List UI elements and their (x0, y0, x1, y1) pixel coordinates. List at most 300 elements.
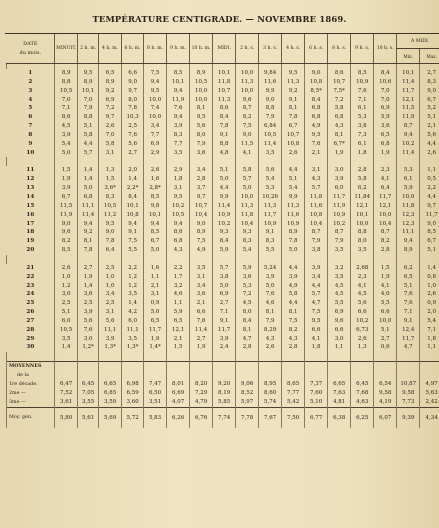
gap-cell (305, 255, 328, 264)
value-cell: 9,7 (99, 113, 122, 122)
value-cell: 2,6 (282, 149, 305, 158)
value-cell: 5,5 (374, 299, 397, 308)
day-cell: 21 (26, 264, 35, 271)
value-cell: 7,8 (99, 237, 122, 246)
value-cell: 8,1 (282, 104, 305, 113)
value-cell: 5,6 (259, 166, 282, 175)
value-cell: 12,1 (397, 96, 420, 105)
value-cell: 2,7 (420, 69, 439, 78)
day-cell: 7 (28, 123, 33, 130)
value-cell: 3,8 (305, 246, 328, 255)
value-cell: 9,0 (190, 220, 213, 229)
value-cell: 11,9 (55, 211, 78, 220)
value-cell: 10,9 (282, 220, 305, 229)
value-cell: 6,7 (420, 237, 439, 246)
value-cell: 10,0 (144, 113, 167, 122)
value-cell: 9,5 (282, 69, 305, 78)
average-cell: 7,73 (397, 398, 420, 408)
value-cell: 7,6 (397, 299, 420, 308)
value-cell: 7,5 (144, 69, 167, 78)
header-min: Min. (397, 49, 420, 64)
value-cell: 11,4 (397, 149, 420, 158)
value-cell: 4,3 (282, 335, 305, 344)
value-cell: 3,9 (213, 335, 236, 344)
blank-cell (78, 352, 99, 362)
value-cell: 12,3 (397, 211, 420, 220)
value-cell: 1,8 (305, 343, 328, 352)
header-hour: 9 h. m. (167, 34, 190, 64)
general-average-cell: 5,69 (99, 408, 122, 429)
value-cell: 3,4 (99, 290, 122, 299)
table-row (7, 290, 439, 299)
value-cell: 8,2 (282, 326, 305, 335)
day-cell: 28 (26, 326, 35, 333)
value-cell: 3,8 (213, 273, 236, 282)
header-hour: 4 h. s. (282, 34, 305, 64)
avg-empty-cell (213, 371, 236, 380)
value-cell: 7,1 (55, 104, 78, 113)
table-row (7, 335, 439, 344)
gap-cell (99, 255, 122, 264)
value-cell: 3,2 (167, 282, 190, 291)
gap-cell (328, 157, 351, 166)
gap-cell (374, 157, 397, 166)
value-cell: 10,0 (374, 317, 397, 326)
value-cell: 3,6* (99, 184, 122, 193)
value-cell: 5,9 (397, 184, 420, 193)
value-cell: 10,0 (190, 96, 213, 105)
value-cell: 5,7 (78, 149, 99, 158)
value-cell: 10,2 (328, 220, 351, 229)
value-cell: 1,0 (420, 282, 439, 291)
value-cell: 11,7 (144, 326, 167, 335)
value-cell: 3,4 (144, 122, 167, 131)
value-cell: 3,5 (55, 335, 78, 344)
value-cell: 4,5 (328, 290, 351, 299)
value-cell: 2,8 (351, 166, 374, 175)
average-cell: 7,52 (55, 389, 78, 398)
value-cell: 3,9 (167, 122, 190, 131)
table-row (7, 104, 439, 113)
value-cell: 4,1 (351, 282, 374, 291)
value-cell: 10,7 (190, 202, 213, 211)
value-cell: 9,84 (259, 69, 282, 78)
value-cell: 5,1 (55, 308, 78, 317)
value-cell: 5,7 (213, 264, 236, 273)
average-cell: 4,79 (190, 398, 213, 408)
value-cell: 5,9 (167, 308, 190, 317)
value-cell: 9,7 (122, 87, 144, 96)
avg-empty-cell (259, 371, 282, 380)
value-cell: 2,2 (167, 264, 190, 273)
value-cell: 7,6 (351, 87, 374, 96)
value-cell: 1,7 (167, 273, 190, 282)
value-cell: 1,9 (55, 175, 78, 184)
day-cell: 12 (26, 176, 35, 183)
value-cell: 10,8 (305, 211, 328, 220)
table-row (7, 220, 439, 229)
value-cell: 3,1 (99, 308, 122, 317)
value-cell: 1,5 (167, 343, 190, 352)
value-cell: 6,9 (328, 308, 351, 317)
value-cell: 5,0 (282, 246, 305, 255)
value-cell: 1,0 (55, 273, 78, 282)
value-cell: 8,4 (213, 237, 236, 246)
value-cell: 3,1 (190, 273, 213, 282)
value-cell: 8,3 (167, 131, 190, 140)
value-cell: 11,84 (351, 193, 374, 202)
value-cell: 2,1 (144, 282, 167, 291)
value-cell: 1,2 (55, 282, 78, 291)
value-cell: 7,1 (213, 308, 236, 317)
value-cell: 2,7 (374, 335, 397, 344)
value-cell: 4,4 (282, 264, 305, 273)
value-cell: 5,5 (328, 299, 351, 308)
value-cell: 5,8 (282, 290, 305, 299)
value-cell: 4,1 (374, 282, 397, 291)
value-cell: 11,6 (305, 202, 328, 211)
value-cell: 6,1 (397, 175, 420, 184)
value-cell: 11,8 (236, 211, 259, 220)
average-cell: 7,77 (282, 389, 305, 398)
table-row (7, 193, 439, 202)
day-cell: 3 (28, 87, 33, 94)
value-cell: 2,6 (351, 335, 374, 344)
value-cell: 10,6 (374, 78, 397, 87)
blank-cell (259, 352, 282, 362)
value-cell: 6,9 (99, 96, 122, 105)
value-cell: 12,3 (397, 220, 420, 229)
value-cell: 3,4 (190, 166, 213, 175)
day-cell: 30 (26, 344, 35, 351)
value-cell: 6,7* (328, 140, 351, 149)
blank-cell (190, 352, 213, 362)
value-cell: 10,2 (397, 140, 420, 149)
table-row (7, 122, 439, 131)
value-cell: 9,6 (55, 228, 78, 237)
value-cell: 7,0 (374, 87, 397, 96)
value-cell: 1,2 (122, 273, 144, 282)
value-cell: 2,5 (99, 264, 122, 273)
value-cell: 3,5 (259, 149, 282, 158)
value-cell: 5,4 (236, 246, 259, 255)
value-cell: 4,4 (213, 184, 236, 193)
blank-cell (55, 352, 78, 362)
value-cell: 0,9 (144, 299, 167, 308)
value-cell: 1,9 (328, 149, 351, 158)
value-cell: 10,0 (374, 211, 397, 220)
table-row (7, 308, 439, 317)
value-cell: 2,6 (99, 122, 122, 131)
day-cell: 19 (26, 238, 35, 245)
value-cell: 9,2 (99, 87, 122, 96)
value-cell: 9,5 (144, 87, 167, 96)
value-cell: 4,9 (282, 282, 305, 291)
value-cell: 5,7 (305, 290, 328, 299)
header-hour: 2 h. s. (236, 34, 259, 64)
table-row (7, 228, 439, 237)
value-cell: 6,9 (213, 290, 236, 299)
gap-cell (374, 255, 397, 264)
value-cell: 8,8 (351, 228, 374, 237)
value-cell: 2,2* (122, 184, 144, 193)
value-cell: 6,6 (190, 308, 213, 317)
average-cell: 5,10 (305, 398, 328, 408)
value-cell: 2,6 (144, 166, 167, 175)
blank-cell (420, 352, 439, 362)
value-cell: 8,8 (78, 113, 99, 122)
value-cell: 11,3 (259, 202, 282, 211)
value-cell: 6,84 (259, 122, 282, 131)
value-cell: 0,9 (420, 299, 439, 308)
value-cell: 2,1 (167, 335, 190, 344)
avg-empty-cell (351, 371, 374, 380)
value-cell: 9,0 (420, 220, 439, 229)
avg-empty-cell (351, 362, 374, 372)
value-cell: 6,5 (144, 317, 167, 326)
value-cell: 2,5 (78, 299, 99, 308)
value-cell: 7,8 (282, 237, 305, 246)
value-cell: 11,8 (305, 193, 328, 202)
value-cell: 9,1 (397, 317, 420, 326)
general-average-label: Moy. gén. (7, 408, 55, 429)
value-cell: 11,3 (236, 202, 259, 211)
average-cell: 7,05 (78, 389, 99, 398)
day-cell: 16 (26, 211, 35, 218)
table-row (7, 282, 439, 291)
value-cell: 9,4 (167, 87, 190, 96)
value-cell: 11,9 (328, 202, 351, 211)
day-cell: 29 (26, 335, 35, 342)
day-cell: 25 (26, 300, 35, 307)
value-cell: 9,6 (328, 317, 351, 326)
value-cell: 10,1 (144, 211, 167, 220)
gap-cell (190, 157, 213, 166)
average-cell: 5,85 (213, 398, 236, 408)
value-cell: 2,9 (144, 149, 167, 158)
value-cell: 2,5 (122, 122, 144, 131)
average-cell: 6,65 (99, 380, 122, 389)
value-cell: 6,0 (122, 317, 144, 326)
value-cell: 3,9 (55, 131, 78, 140)
value-cell: 5,1 (420, 113, 439, 122)
header-a-midi: A MIDI. (397, 34, 439, 49)
value-cell: 2,6 (55, 264, 78, 273)
value-cell: 10,0 (397, 193, 420, 202)
average-cell: 7,68 (351, 389, 374, 398)
table-row (7, 299, 439, 308)
header-hour: 6 h. m. (122, 34, 144, 64)
avg-empty-cell (236, 362, 259, 372)
value-cell: 3,9 (259, 273, 282, 282)
gap-cell (78, 157, 99, 166)
gap-cell (78, 255, 99, 264)
value-cell: 6,8 (78, 193, 99, 202)
value-cell: 2,6 (420, 149, 439, 158)
average-cell: 6,50 (144, 389, 167, 398)
value-cell: 7,9 (259, 113, 282, 122)
value-cell: 6,6 (351, 308, 374, 317)
value-cell: 10,1 (122, 202, 144, 211)
gap-cell (259, 255, 282, 264)
value-cell: 1,2* (78, 343, 99, 352)
value-cell: 8,7 (305, 228, 328, 237)
value-cell: 9,2 (78, 228, 99, 237)
value-cell: 1,5 (374, 264, 397, 273)
blank-cell (7, 352, 55, 362)
value-cell: 5,6 (99, 317, 122, 326)
value-cell: 2,0 (122, 166, 144, 175)
day-cell: 20 (26, 247, 35, 254)
average-cell: 6,45 (78, 380, 99, 389)
average-cell: 5,97 (236, 398, 259, 408)
value-cell: 7,1 (351, 96, 374, 105)
blank-cell (99, 352, 122, 362)
value-cell: 7,1 (420, 326, 439, 335)
avg-empty-cell (328, 362, 351, 372)
value-cell: 3,0 (55, 290, 78, 299)
average-cell: 9,20 (213, 380, 236, 389)
value-cell: 10,0 (236, 69, 259, 78)
value-cell: 1,4 (78, 166, 99, 175)
avg-empty-cell (144, 362, 167, 372)
average-cell: 3,60 (122, 398, 144, 408)
average-cell: 6,47 (55, 380, 78, 389)
value-cell: 8,7 (397, 122, 420, 131)
value-cell: 5,2 (420, 104, 439, 113)
value-cell: 3,0 (328, 335, 351, 344)
general-average-cell: 9,39 (397, 408, 420, 429)
value-cell: 9,3 (236, 228, 259, 237)
value-cell: 11,4 (397, 78, 420, 87)
value-cell: 0,6 (374, 343, 397, 352)
value-cell: 3,0 (328, 166, 351, 175)
gap-cell (282, 255, 305, 264)
value-cell: 6,9 (374, 104, 397, 113)
gap-cell (305, 157, 328, 166)
value-cell: 2,7 (78, 264, 99, 273)
value-cell: 8,6 (213, 104, 236, 113)
value-cell: 1,0 (99, 282, 122, 291)
value-cell: 5,6 (78, 317, 99, 326)
value-cell: 11,3 (213, 96, 236, 105)
value-cell: 10,1 (351, 211, 374, 220)
value-cell: 1,9 (190, 343, 213, 352)
moyennes-sub: de la (7, 371, 55, 380)
value-cell: 1,1 (420, 343, 439, 352)
value-cell: 10,5 (99, 202, 122, 211)
value-cell: 8,7 (236, 104, 259, 113)
avg-empty-cell (55, 362, 78, 372)
value-cell: 8,9 (397, 246, 420, 255)
average-cell: 3,51 (144, 398, 167, 408)
value-cell: 8,3 (420, 78, 439, 87)
avg-empty-cell (99, 362, 122, 372)
value-cell: 6,4 (99, 246, 122, 255)
day-cell: 14 (26, 193, 35, 200)
average-row (7, 380, 439, 389)
value-cell: 8,1 (282, 308, 305, 317)
table-row (7, 113, 439, 122)
value-cell: 5,8 (328, 104, 351, 113)
gap-cell (397, 255, 420, 264)
value-cell: 10,0 (144, 96, 167, 105)
value-cell: 2,0 (420, 308, 439, 317)
blank-cell (328, 352, 351, 362)
average-cell: 6,59 (122, 389, 144, 398)
value-cell: 8,9 (99, 78, 122, 87)
avg-empty-cell (420, 371, 439, 380)
value-cell: 5,1 (374, 326, 397, 335)
value-cell: 8,8 (259, 104, 282, 113)
value-cell: 10,7 (328, 78, 351, 87)
value-cell: 5,4 (282, 184, 305, 193)
value-cell: 4,6 (167, 290, 190, 299)
value-cell: 5,0 (144, 308, 167, 317)
value-cell: 8,3 (99, 193, 122, 202)
gap-cell (167, 157, 190, 166)
day-cell: 4 (28, 96, 33, 103)
average-cell: 8,01 (167, 380, 190, 389)
avg-empty-cell (282, 362, 305, 372)
value-cell: 7,9 (259, 317, 282, 326)
average-cell: 6,45 (351, 380, 374, 389)
value-cell: 9,9 (282, 193, 305, 202)
general-average-cell: 7,74 (213, 408, 236, 429)
value-cell: 6,6 (374, 308, 397, 317)
value-cell: 7,0 (78, 96, 99, 105)
value-cell: 10,9 (351, 78, 374, 87)
value-cell: 9,7 (190, 193, 213, 202)
value-cell: 6,1 (351, 104, 374, 113)
value-cell: 5,8 (351, 175, 374, 184)
value-cell: 6,8 (374, 140, 397, 149)
value-cell: 4,2 (122, 308, 144, 317)
value-cell: 10,5 (190, 78, 213, 87)
average-cell: 6,85 (99, 389, 122, 398)
value-cell: 8,8 (55, 78, 78, 87)
value-cell: 11,5 (55, 202, 78, 211)
value-cell: 2,9 (167, 166, 190, 175)
value-cell: 11,3 (282, 78, 305, 87)
average-cell: 7,37 (305, 380, 328, 389)
value-cell: 2,3 (351, 273, 374, 282)
day-cell: 8 (28, 131, 33, 138)
value-cell: 9,4 (144, 78, 167, 87)
value-cell: 8,9 (78, 78, 99, 87)
header-hour: 6 h. s. (305, 34, 328, 64)
value-cell: 10,2 (167, 202, 190, 211)
gap-cell (351, 157, 374, 166)
gap-cell (236, 255, 259, 264)
value-cell: 6,6 (305, 326, 328, 335)
general-average-cell: 6,26 (167, 408, 190, 429)
average-cell: 7,47 (144, 380, 167, 389)
value-cell: 3,5 (351, 246, 374, 255)
value-cell: 5,9 (236, 264, 259, 273)
day-cell: 9 (28, 140, 33, 147)
value-cell: 4,5 (351, 290, 374, 299)
value-cell: 4,7 (397, 343, 420, 352)
general-average-cell: 6,25 (351, 408, 374, 429)
page-title: TEMPÉRATURE CENTIGRADE. — NOVEMBRE 1869. (92, 14, 347, 24)
average-cell: 2,42 (420, 398, 439, 408)
table-row (7, 211, 439, 220)
value-cell: 5,3 (397, 166, 420, 175)
average-cell: 8,95 (259, 380, 282, 389)
blank-cell (351, 352, 374, 362)
header-hour: 3 h. s. (259, 34, 282, 64)
